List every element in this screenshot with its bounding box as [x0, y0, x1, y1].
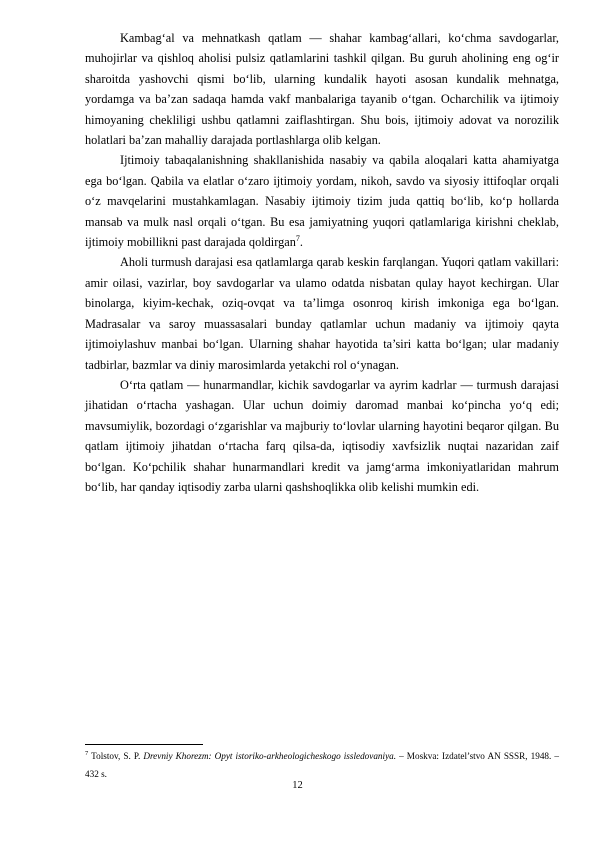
footnote-divider [85, 744, 203, 745]
footnote-title: Drevniy Khorezm: Opyt istoriko-arkheologicheskogo issledovaniya. [143, 751, 397, 761]
footnote-publisher: – Moskva: Izdatel’stvo AN SSSR, 1948. – 432 s. [85, 751, 559, 779]
footnote-reference[interactable]: 7 [295, 233, 300, 243]
paragraph-tribal-ties [85, 150, 559, 252]
page-number: 12 [292, 780, 303, 791]
paragraph-tribal-ties-text: Ijtimoiy tabaqalanishning shakllanishida nasabiy va qabila aloqalari katta ahamiyatga ega bo‘lgan. Qabila va elatlar o‘zaro ijtimoiy yordam, nikoh, savdo va siyosiy ittifoqlar orqali o‘z mavqelarini mustahkamlagan. Nasabiy ijtimoiy tizim juda qattiq bo‘lib, ko‘p hollarda mansab va mulk nasl orqali o‘tgan. Bu esa jamiyatning yuqori qatlamlariga kirishni cheklab, ijtimoiy mobillikni past darajada qoldirgan [85, 153, 559, 250]
paragraph-poor-stratum: Kambag‘al va mehnatkash qatlam — shahar kambag‘allari, ko‘chma savdogarlar, muhojirlar va qishloq aholisi pulsiz qatlamlarini tashkil qilgan. Bu guruh aholining eng og‘ir sharoitda yashovchi qismi bo‘lib, ularning kundalik hayoti asosan kundalik mehnatga, yordamga va ba’zan sadaqa hamda vakf manbalariga tayanib o‘tgan. Ocharchilik va ijtimoiy himoyaning chekliligi ushbu qatlamni zaiflashtirgan. Shu bois, ijtimoiy adovat va norozilik holatlari ba’zan mahalliy darajada portlashlarga olib kelgan. [85, 31, 559, 148]
document-body [85, 28, 559, 497]
paragraph-living-standards: Aholi turmush darajasi esa qatlamlarga qarab keskin farqlangan. Yuqori qatlam vakillari: amir oilasi, vazirlar, boy savdogarlar va ulamo odatda nisbatan qulay hayot kechirgan. Ular binolarga, kiyim-kechak, oziq-ovqat va ta’limga osonroq kirish imkoniga ega bo‘lgan. Madrasalar va saroy muassasalari bunday qatlamlar uchun madaniy va ijtimoiy qayta ijtimoiylashuv manbai bo‘lgan. Ularning shahar hayotida ta’siri katta bo‘lgan; ular madaniy tadbirlar, bazmlar va diniy marosimlarda yetakchi rol o‘ynagan. [85, 255, 559, 372]
footnote-number: 7 [85, 749, 89, 757]
paragraph-middle-stratum: O‘rta qatlam — hunarmandlar, kichik savdogarlar va ayrim kadrlar — turmush darajasi jihatidan o‘rtacha yashagan. Ular uchun doimiy daromad manbai ko‘pincha yo‘q edi; mavsumiylik, bozordagi o‘zgarishlar va majburiy to‘lovlar ularning hayotini beqaror qilgan. Bu qatlam ijtimoiy jihatdan o‘rtacha farq qilsa-da, iqtisodiy xavfsizlik nuqtai nazaridan zaif bo‘lgan. Ko‘pchilik shahar hunarmandlari kredit va jamg‘arma imkoniyatlaridan mahrum bo‘lib, har qanday iqtisodiy zarba ularni qashshoqlikka olib kelishi mumkin edi. [85, 377, 559, 494]
footnote [85, 747, 559, 783]
footnote-author: Tolstov, S. P. [88, 751, 144, 761]
paragraph-tribal-ties-end: . [299, 235, 303, 250]
